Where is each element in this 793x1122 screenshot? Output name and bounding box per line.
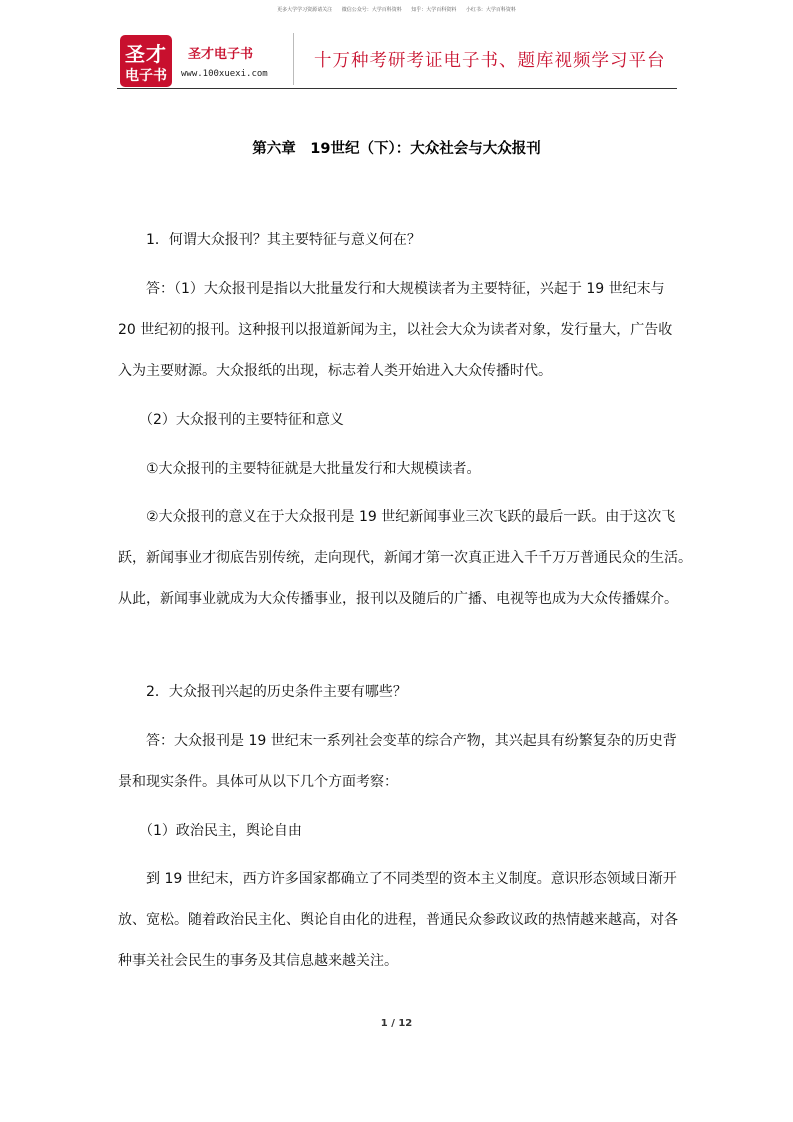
website-link[interactable]: www.100xuexi.com: [181, 69, 268, 79]
brand-name: 圣才电子书: [188, 47, 254, 62]
top-note: 更多大学学习资源请关注 微信公众号：大学百科资料 知乎：大学百科资料 小红书：大学百科资料: [277, 7, 516, 13]
answer-1-point-2-line-3: 从此，新闻事业就成为大众传播事业，报刊以及随后的广播、电视等也成为大众传播媒介。: [118, 591, 678, 607]
answer-1-subheading: （2）大众报刊的主要特征和意义: [118, 412, 344, 428]
chapter-title: 第六章 19世纪（下）：大众社会与大众报刊: [252, 141, 541, 157]
answer-1-line-3: 入为主要财源。大众报纸的出现，标志着人类开始进入大众传播时代。: [118, 363, 552, 379]
question-1: 1．何谓大众报刊？其主要特征与意义何在？: [118, 232, 421, 248]
answer-1-point-2-line-2: 跃，新闻事业才彻底告别传统，走向现代，新闻才第一次真正进入千千万万普通民众的生活。: [118, 550, 692, 566]
slogan: 十万种考研考证电子书、题库视频学习平台: [314, 51, 666, 71]
answer-2-para-line-3: 种事关社会民生的事务及其信息越来越关注。: [118, 953, 398, 969]
logo-line1: 圣才: [125, 42, 167, 66]
answer-1-point-1: ①大众报刊的主要特征就是大批量发行和大规模读者。: [118, 461, 481, 477]
answer-1-line-1: 答：（1）大众报刊是指以大批量发行和大规模读者为主要特征，兴起于 19 世纪末与: [118, 281, 665, 297]
page-header: [117, 33, 677, 89]
answer-2-para-line-1: 到 19 世纪末，西方许多国家都确立了不同类型的资本主义制度。意识形态领域日渐开: [118, 871, 677, 887]
header-rule: [117, 88, 677, 89]
answer-1-line-2: 20 世纪初的报刊。这种报刊以报道新闻为主，以社会大众为读者对象，发行量大，广告收: [118, 322, 673, 338]
question-2: 2．大众报刊兴起的历史条件主要有哪些？: [118, 684, 407, 700]
answer-2-para-line-2: 放、宽松。随着政治民主化、舆论自由化的进程，普通民众参政议政的热情越来越高，对各: [118, 912, 678, 928]
answer-1-point-2-line-1: ②大众报刊的意义在于大众报刊是 19 世纪新闻事业三次飞跃的最后一跃。由于这次飞: [118, 509, 676, 525]
logo-line2: 电子书: [125, 68, 167, 84]
page-number: 1 / 12: [380, 1018, 413, 1029]
logo-icon: [120, 35, 172, 87]
answer-2-subheading: （1）政治民主，舆论自由: [118, 823, 302, 839]
answer-2-line-1: 答：大众报刊是 19 世纪末一系列社会变革的综合产物，其兴起具有纷繁复杂的历史背: [118, 733, 677, 749]
answer-2-line-2: 景和现实条件。具体可从以下几个方面考察：: [118, 774, 398, 790]
header-divider: [293, 33, 294, 85]
